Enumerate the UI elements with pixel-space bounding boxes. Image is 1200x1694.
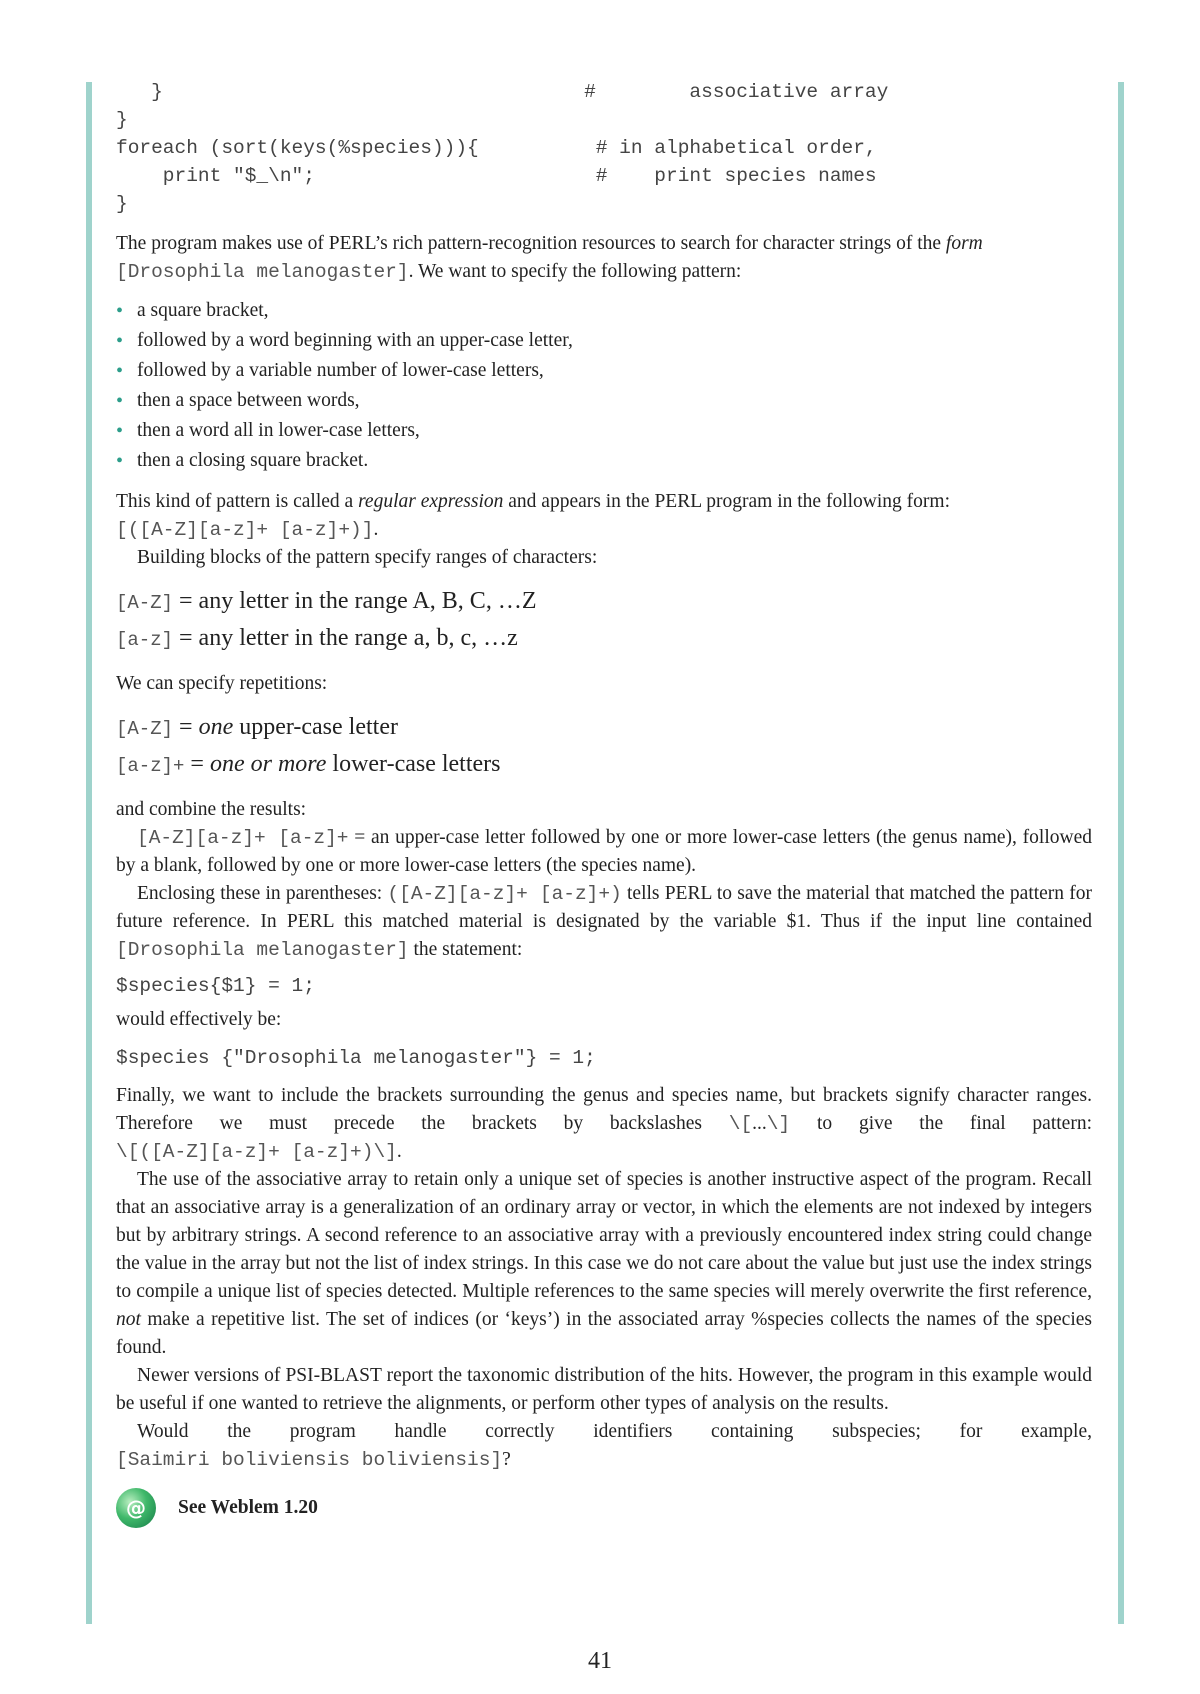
paragraph-enclosing: Enclosing these in parentheses: ([A-Z][a-z]+ [a-z]+) tells PERL to save the material that matched the pattern for future reference. In PERL this matched material is designated by the variable $1. Thus if the input line contained [Drosophila melanogaster] the statement: <box>116 883 1092 961</box>
left-margin-bar <box>86 82 92 1624</box>
paragraph-associative-array: The use of the associative array to retain only a unique set of species is another instructive aspect of the program. Recall that an associative array is a generalization of an ordinary array or vector, in which the elements are not indexed by integers but by arbitrary strings. A second reference to an associative array with a previously encountered index string could change the value in the array but not the list of index strings. In this case we do not care about the value but just use the index strings to compile a unique list of species detected. Multiple references to the same species will merely overwrite the first reference, not make a repetitive list. The set of indices (or ‘keys’) in the associated array %species collects the names of the species found. <box>116 1169 1092 1358</box>
paragraph-repetitions-intro: We can specify repetitions: <box>116 673 328 694</box>
pattern-bullet-list <box>116 296 1092 476</box>
list-item: • then a word all in lower-case letters, <box>116 416 1092 446</box>
paragraph-subspecies-question: Would the program handle correctly identifiers containing subspecies; for example, [Saimiri boliviensis boliviensis]? <box>116 1421 1092 1471</box>
list-item: • followed by a variable number of lower-case letters, <box>116 356 1092 386</box>
paragraph-pattern-intro: The program makes use of PERL’s rich pattern-recognition resources to search for character strings of the form [Drosophila melanogaster]. We want to specify the following pattern: <box>116 233 983 283</box>
repetition-definition: [a-z]+ = one or more lower-case letters <box>116 751 501 777</box>
range-definitions <box>116 584 1092 658</box>
right-margin-bar <box>1118 82 1124 1624</box>
list-item: • a square bracket, <box>116 296 1092 326</box>
page-content <box>116 78 1092 1528</box>
range-definition: [A-Z] = any letter in the range A, B, C, …Z <box>116 588 537 614</box>
repetition-definitions <box>116 710 1092 784</box>
code-block-top: } # associative array } foreach (sort(keys(%species))){ # in alphabetical order, print "$_\n"; # print species names } <box>116 81 889 215</box>
paragraph-regex: This kind of pattern is called a regular expression and appears in the PERL program in the following form: [([A-Z][a-z]+ [a-z]+)]. <box>116 491 950 541</box>
inline-code: [Drosophila melanogaster] <box>116 261 409 283</box>
list-item: • then a closing square bracket. <box>116 446 1092 476</box>
paragraph-newer-versions: Newer versions of PSI-BLAST report the taxonomic distribution of the hits. However, the program in this example would be useful if one wanted to retrieve the alignments, or perform other types of analysis on the results. <box>116 1365 1092 1414</box>
code-statement-1: $species{$1} = 1; <box>116 975 315 997</box>
repetition-definition: [A-Z] = one upper-case letter <box>116 714 398 740</box>
paragraph-finally: Finally, we want to include the brackets surrounding the genus and species name, but brackets signify character ranges. Therefore we must precede the brackets by backslashes \[...\] to give the final pattern: \[([A-Z][a-z]+ [a-z]+)\]. <box>116 1085 1092 1163</box>
list-item: • followed by a word beginning with an upper-case letter, <box>116 326 1092 356</box>
inline-code: [([A-Z][a-z]+ [a-z]+)] <box>116 519 374 541</box>
page-number: 41 <box>588 1648 612 1674</box>
weblem-at-icon: @ <box>116 1488 156 1528</box>
range-definition: [a-z] = any letter in the range a, b, c, …z <box>116 625 518 651</box>
weblem-reference <box>116 1488 1092 1528</box>
paragraph-combine: [A-Z][a-z]+ [a-z]+ = an upper-case letter followed by one or more lower-case letters (the genus name), followed by a blank, followed by one or more lower-case letters (the species name). <box>116 827 1092 876</box>
weblem-label: See Weblem 1.20 <box>178 1497 318 1518</box>
list-item: • then a space between words, <box>116 386 1092 416</box>
paragraph-would-be: would effectively be: <box>116 1009 282 1030</box>
paragraph-combine-intro: and combine the results: <box>116 799 307 820</box>
paragraph-building-blocks: Building blocks of the pattern specify ranges of characters: <box>137 547 598 568</box>
code-statement-2: $species {"Drosophila melanogaster"} = 1; <box>116 1047 596 1069</box>
